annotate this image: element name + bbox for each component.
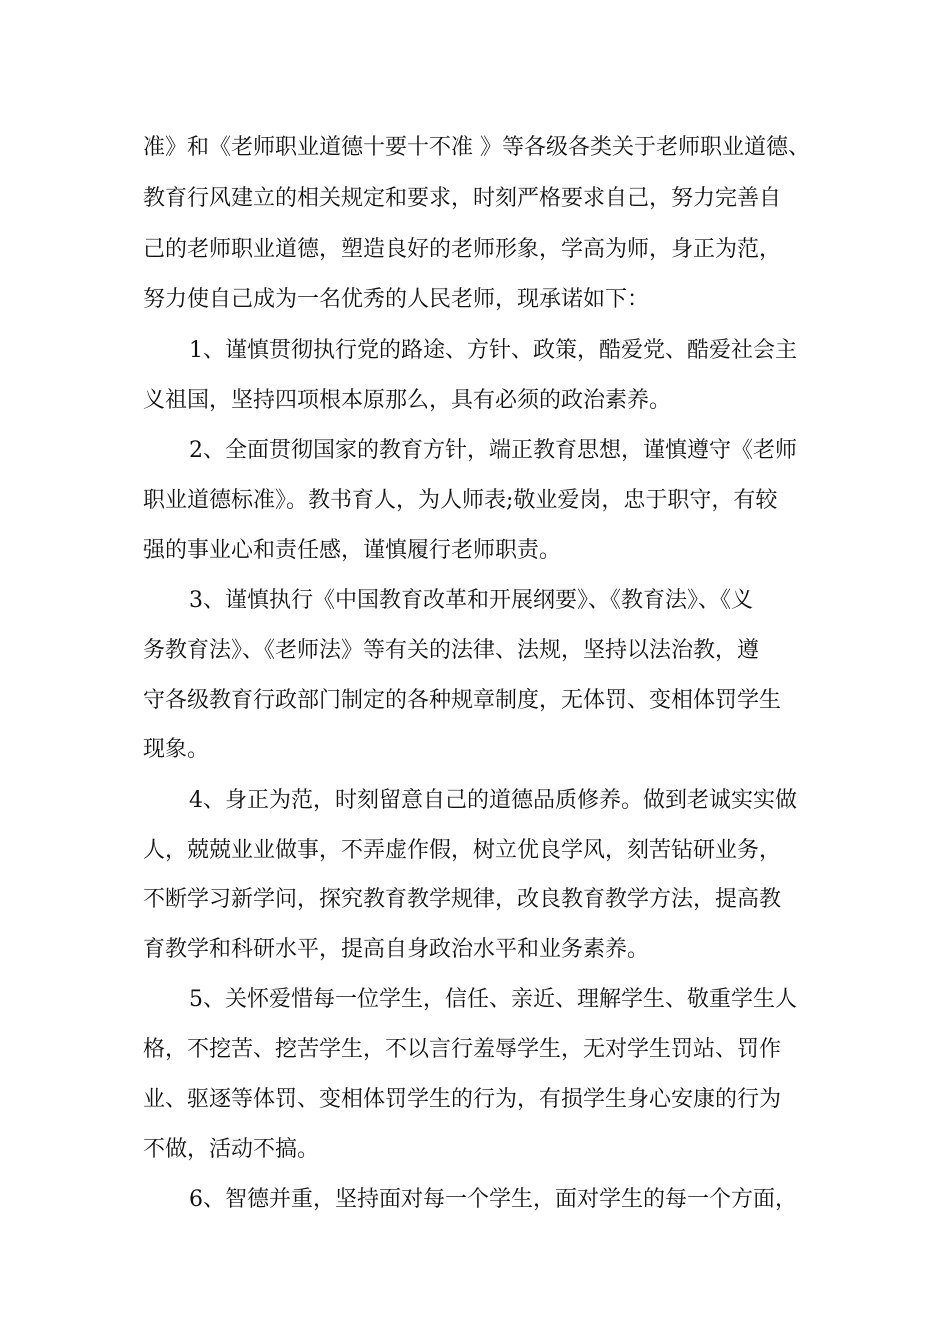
text-line: 人，兢兢业业做事，不弄虚作假，树立优良学风，刻苦钻研业务， <box>143 838 782 863</box>
text-line: 守各级教育行政部门制定的各种规章制度，无体罚、变相体罚学生 <box>143 688 782 713</box>
text-line: 不做，活动不搞。 <box>143 1137 320 1162</box>
text-line: 教育行风建立的相关规定和要求，时刻严格要求自己，努力完善自 <box>143 186 782 211</box>
paragraph-6-first-line: 6、智德并重，坚持面对每一个学生，面对学生的每一个方面， <box>189 1187 797 1212</box>
text-line: 不断学习新学问，探究教育教学规律，改良教育教学方法，提高教 <box>143 887 782 912</box>
text-line: 现象。 <box>143 737 210 762</box>
text-line: 业、驱逐等体罚、变相体罚学生的行为，有损学生身心安康的行为 <box>143 1087 782 1112</box>
text-line: 务教育法》、《老师法》等有关的法律、法规，坚持以法治教，遵 <box>143 638 760 663</box>
text-line: 职业道德标准》。教书育人，为人师表;敬业爱岗，忠于职守，有较 <box>143 488 778 513</box>
paragraph-4-first-line: 4、身正为范，时刻留意自己的道德品质修养。做到老诚实实做 <box>189 788 797 813</box>
text-line: 育教学和科研水平，提高自身政治水平和业务素养。 <box>143 937 650 962</box>
text-line: 强的事业心和责任感，谨慎履行老师职责。 <box>143 538 562 563</box>
paragraph-3-first-line: 3、谨慎执行《中国教育改革和开展纲要》、《教育法》、《义 <box>189 588 753 613</box>
text-line: 己的老师职业道德，塑造良好的老师形象，学高为师，身正为范， <box>143 237 782 262</box>
paragraph-5-first-line: 5、关怀爱惜每一位学生，信任、亲近、理解学生、敬重学生人 <box>189 987 797 1012</box>
text-line: 准》和《老师职业道德十要十不准 》等各级各类关于老师职业道德、 <box>143 135 810 160</box>
paragraph-2-first-line: 2、全面贯彻国家的教育方针，端正教育思想，谨慎遵守《老师 <box>189 438 797 463</box>
text-line: 义祖国，坚持四项根本原那么，具有必须的政治素养。 <box>143 388 672 413</box>
text-line: 努力使自己成为一名优秀的人民老师，现承诺如下： <box>143 287 650 312</box>
text-line: 格，不挖苦、挖苦学生，不以言行羞辱学生，无对学生罚站、罚作 <box>143 1037 782 1062</box>
paragraph-1-first-line: 1、谨慎贯彻执行党的路途、方针、政策，酷爱党、酷爱社会主 <box>189 338 797 363</box>
